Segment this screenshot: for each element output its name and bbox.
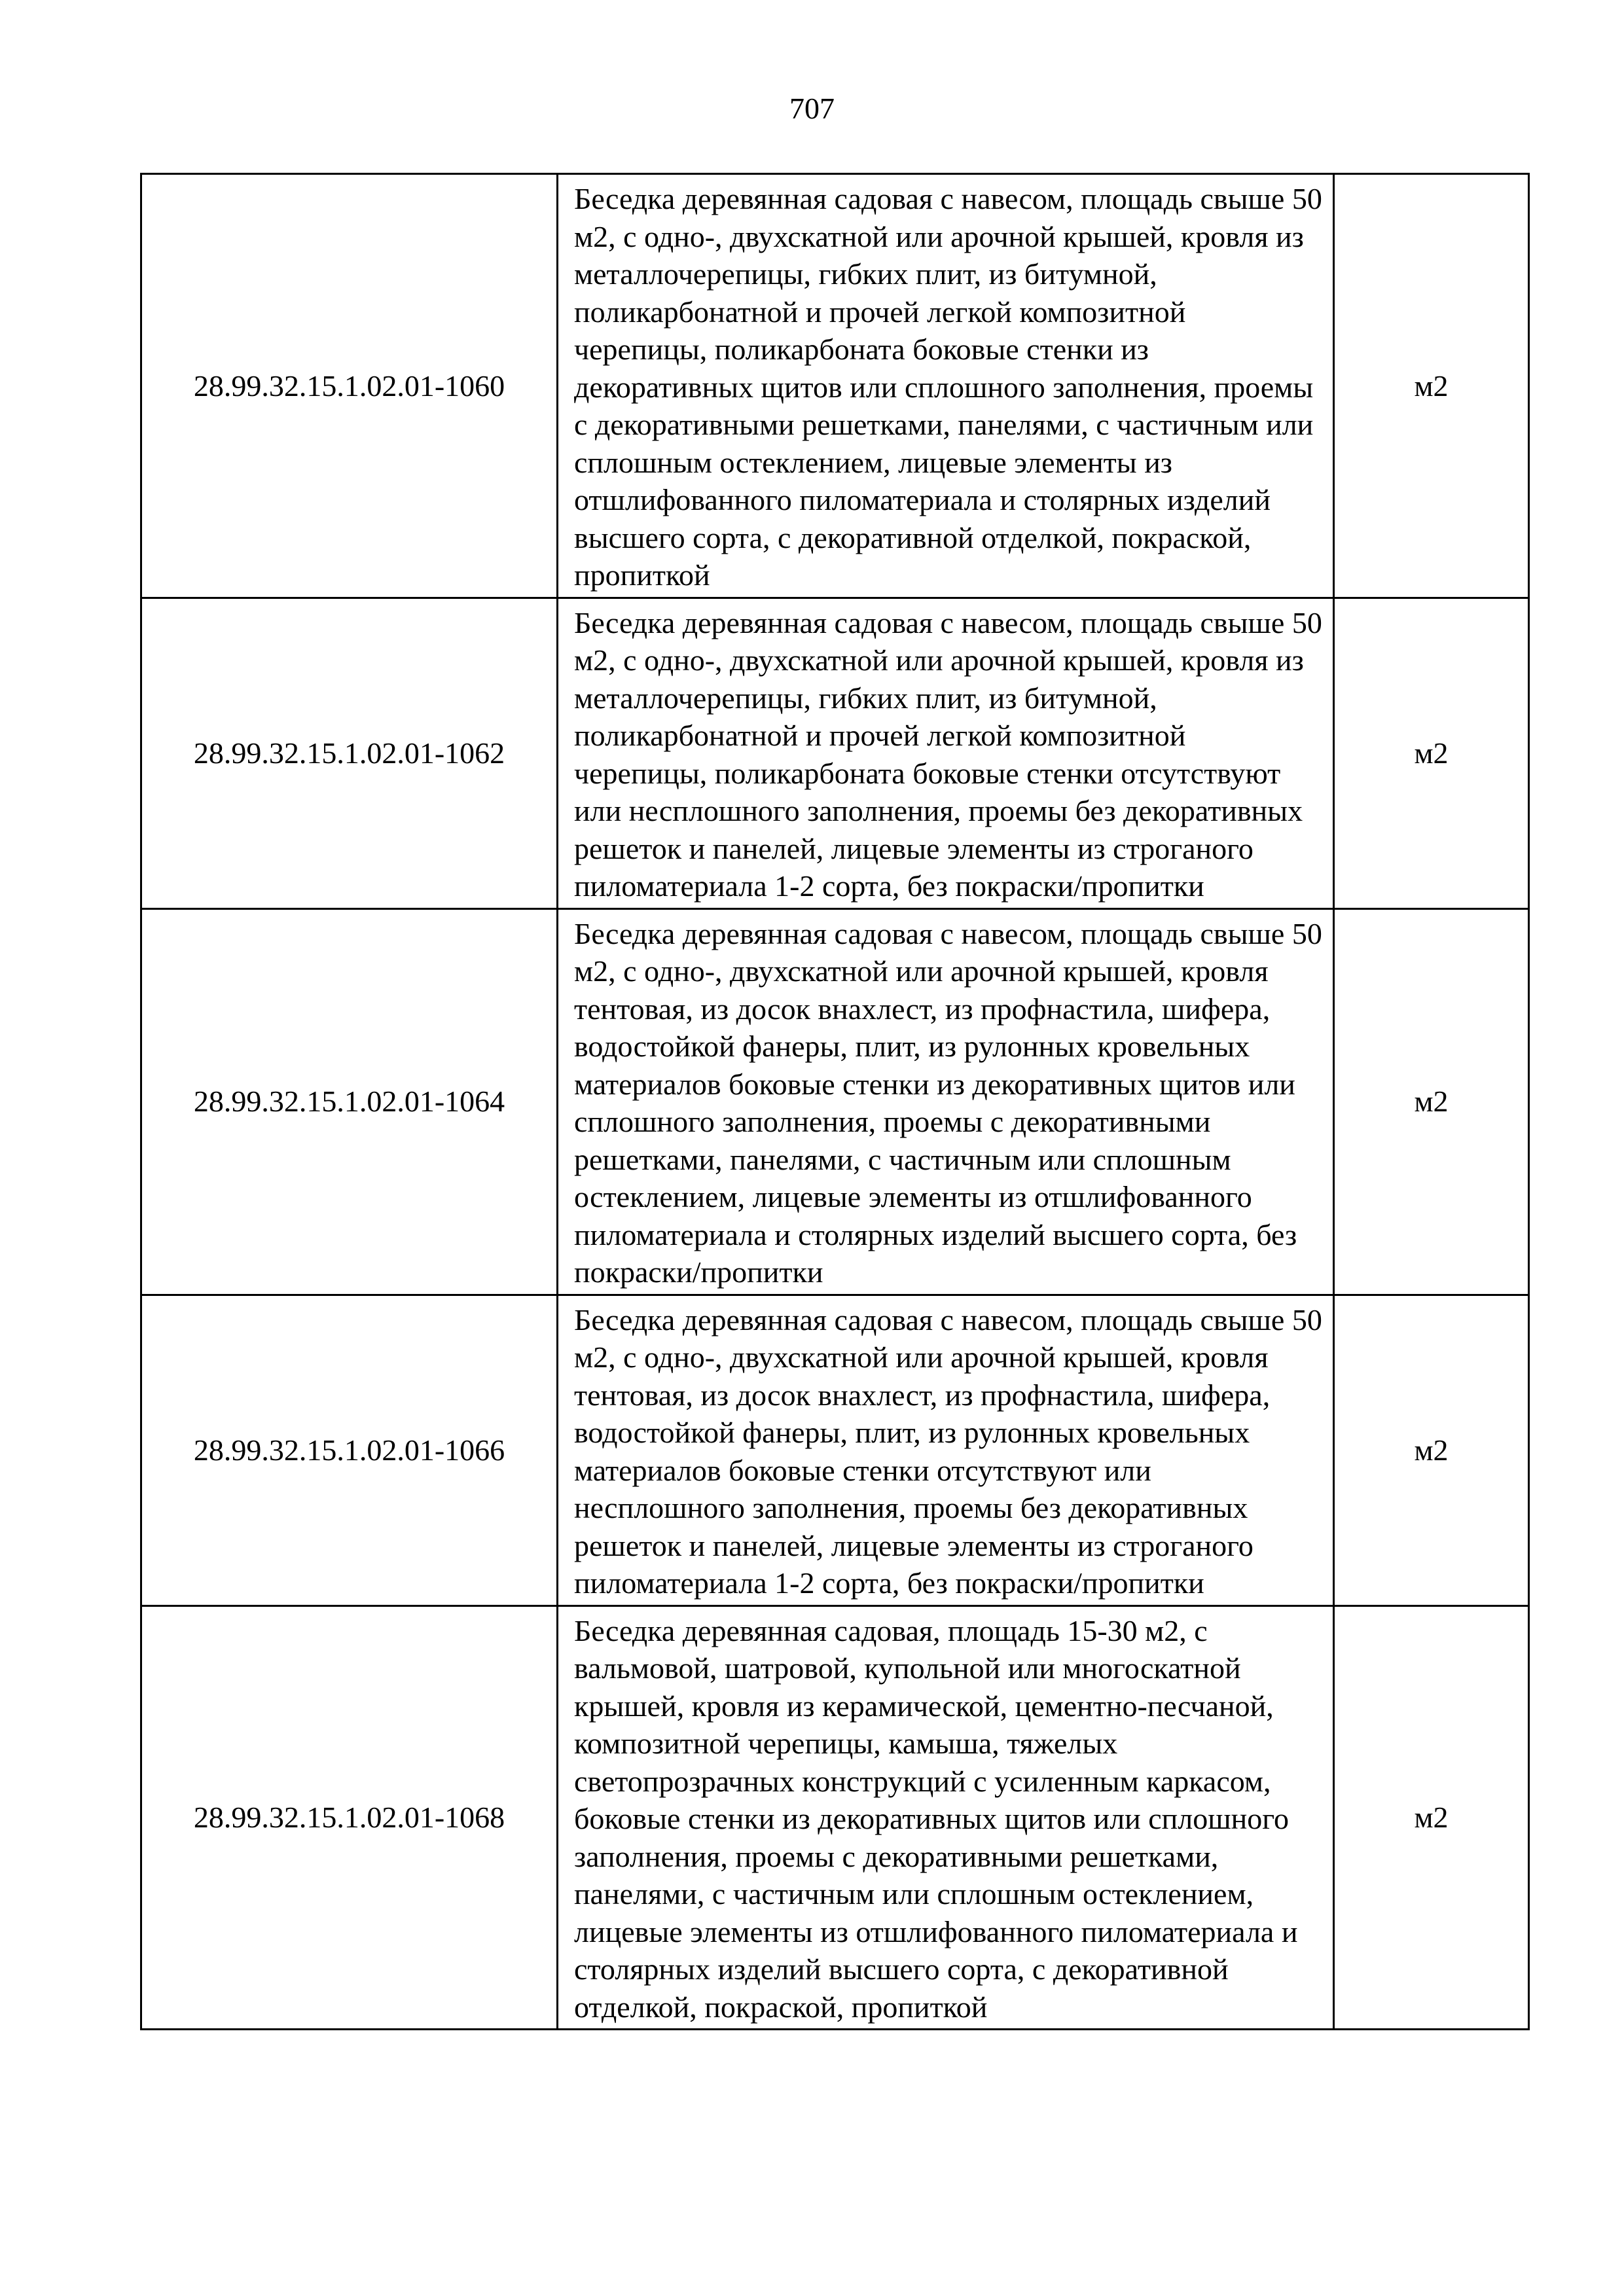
table-row	[141, 1295, 1529, 1605]
item-code: 28.99.32.15.1.02.01-1066	[141, 1295, 558, 1605]
item-code: 28.99.32.15.1.02.01-1060	[141, 174, 558, 598]
item-description: Беседка деревянная садовая, площадь 15-30 м2, с вальмовой, шатровой, купольной или многоскатной крышей, кровля из керамической, цементно-песчаной, композитной черепицы, камыша, тяжелых светопрозрачных конструкций с усиленным каркасом, боковые стенки из декоративных щитов или сплошного заполнения, проемы с декоративными решетками, панелями, с частичным или сплошным остеклением, лицевые элементы из отшлифованного пиломатериала и столярных изделий высшего сорта, с декоративной отделкой, покраской, пропиткой	[558, 1605, 1334, 2030]
item-description: Беседка деревянная садовая с навесом, площадь свыше 50 м2, с одно-, двухскатной или арочной крышей, кровля из металлочерепицы, гибких плит, из битумной, поликарбонатной и прочей легкой композитной черепицы, поликарбоната боковые стенки из декоративных щитов или сплошного заполнения, проемы с декоративными решетками, панелями, с частичным или сплошным остеклением, лицевые элементы из отшлифованного пиломатериала и столярных изделий высшего сорта, с декоративной отделкой, покраской, пропиткой	[558, 174, 1334, 598]
table-row	[141, 174, 1529, 598]
item-code: 28.99.32.15.1.02.01-1068	[141, 1605, 558, 2030]
item-unit: м2	[1334, 1605, 1529, 2030]
table-row	[141, 598, 1529, 908]
table-row	[141, 908, 1529, 1295]
item-unit: м2	[1334, 174, 1529, 598]
item-code: 28.99.32.15.1.02.01-1064	[141, 908, 558, 1295]
item-unit: м2	[1334, 1295, 1529, 1605]
item-description: Беседка деревянная садовая с навесом, площадь свыше 50 м2, с одно-, двухскатной или арочной крышей, кровля из металлочерепицы, гибких плит, из битумной, поликарбонатной и прочей легкой композитной черепицы, поликарбоната боковые стенки отсутствуют или несплошного заполнения, проемы без декоративных решеток и панелей, лицевые элементы из строганого пиломатериала 1-2 сорта, без покраски/пропитки	[558, 598, 1334, 908]
item-description: Беседка деревянная садовая с навесом, площадь свыше 50 м2, с одно-, двухскатной или арочной крышей, кровля тентовая, из досок внахлест, из профнастила, шифера, водостойкой фанеры, плит, из рулонных кровельных материалов боковые стенки из декоративных щитов или сплошного заполнения, проемы с декоративными решетками, панелями, с частичным или сплошным остеклением, лицевые элементы из отшлифованного пиломатериала и столярных изделий высшего сорта, без покраски/пропитки	[558, 908, 1334, 1295]
item-unit: м2	[1334, 908, 1529, 1295]
catalog-table	[140, 173, 1530, 2030]
item-unit: м2	[1334, 598, 1529, 908]
page-number: 707	[789, 92, 835, 125]
item-description: Беседка деревянная садовая с навесом, площадь свыше 50 м2, с одно-, двухскатной или арочной крышей, кровля тентовая, из досок внахлест, из профнастила, шифера, водостойкой фанеры, плит, из рулонных кровельных материалов боковые стенки отсутствуют или несплошного заполнения, проемы без декоративных решеток и панелей, лицевые элементы из строганого пиломатериала 1-2 сорта, без покраски/пропитки	[558, 1295, 1334, 1605]
table-row	[141, 1605, 1529, 2030]
item-code: 28.99.32.15.1.02.01-1062	[141, 598, 558, 908]
